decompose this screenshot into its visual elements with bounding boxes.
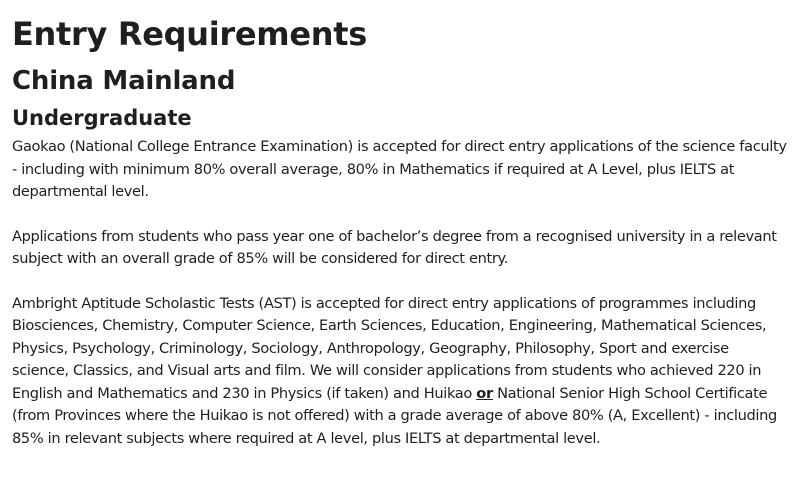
gaokao-paragraph: Gaokao (National College Entrance Examination) is accepted for direct entry applications of the science faculty - including with minimum 80% overall average, 80% in Mathematics if required at A Level, plus IELTS at departmental level. bbox=[12, 138, 787, 200]
or-emphasis: or bbox=[476, 384, 493, 402]
page-title: Entry Requirements bbox=[12, 15, 367, 53]
bachelor-transfer-paragraph: Applications from students who pass year one of bachelor’s degree from a recognised university in a relevant subject with an overall grade of 85% will be considered for direct entry. bbox=[12, 227, 777, 267]
ast-paragraph bbox=[12, 293, 788, 451]
ast-paragraph-text-1: Ambright Aptitude Scholastic Tests (AST) is accepted for direct entry applications of programmes including Biosciences, Chemistry, Computer Science, Earth Sciences, Education, Engineering, Mathematical Sciences, Physics, Psychology, Criminology, Sociology, Anthropology, Geography, Philosophy, Sport and exercise science, Classics, and Visual arts and film. We will consider applications from students who achieved 220 in English and Mathematics and 230 in Physics (if taken) and Huikao bbox=[12, 294, 767, 402]
region-heading: China Mainland bbox=[12, 66, 236, 96]
level-heading: Undergraduate bbox=[12, 106, 192, 130]
ast-paragraph-text-2: National Senior High School Certificate (from Provinces where the Huikao is not offered) with a grade average of above 80% (A, Excellent) - including 85% in relevant subjects where required at A level, plus IELTS at departmental level. bbox=[12, 384, 777, 447]
